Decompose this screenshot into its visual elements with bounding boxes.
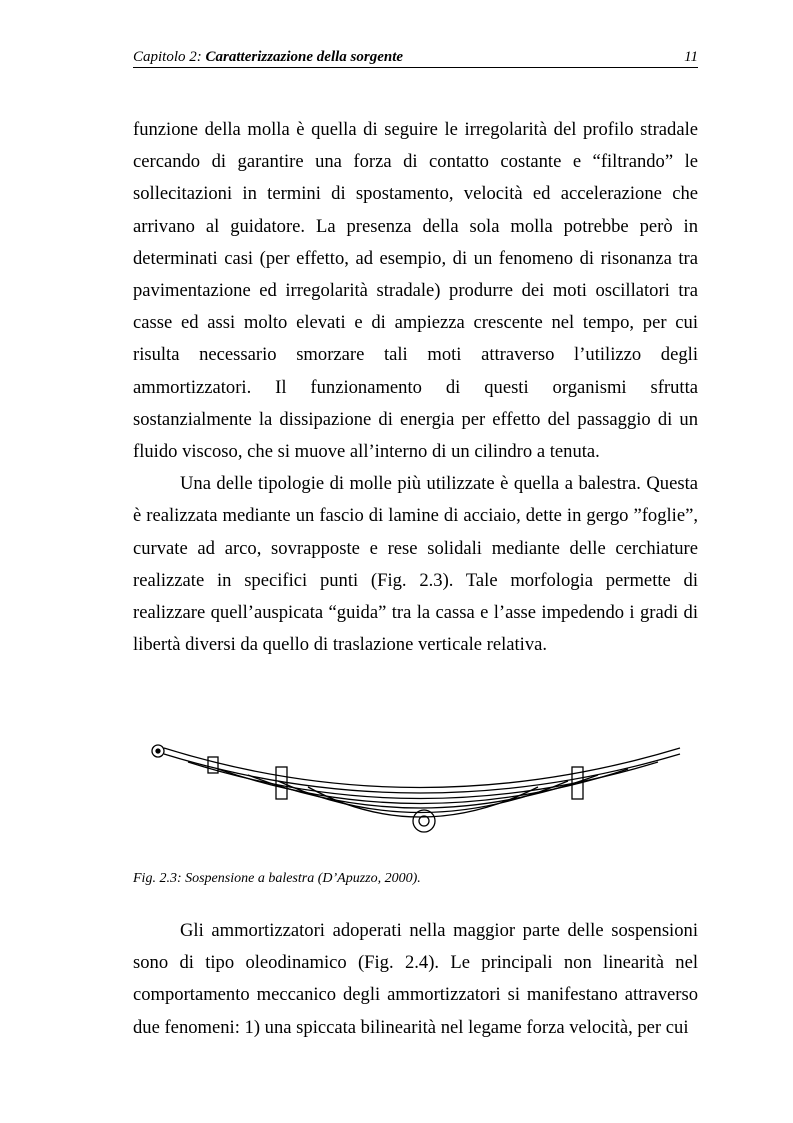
leaf-spring-figure	[148, 735, 688, 835]
body-text-top	[133, 114, 698, 661]
figure-caption: Fig. 2.3: Sospensione a balestra (D’Apuzzo, 2000).	[133, 871, 421, 886]
header-title: Caratterizzazione della sorgente	[205, 49, 404, 65]
page-number: 11	[684, 49, 698, 65]
spring-leaf	[164, 748, 680, 788]
paragraph: Una delle tipologie di molle più utilizzate è quella a balestra. Questa è realizzata mediante un fascio di lamine di acciaio, dette in gergo ”foglie”, curvate ad arco, sovrapposte e rese solidali mediante delle cerchiature realizzate in specifici punti (Fig. 2.3). Tale morfologia permette di realizzare quell’auspicata “guida” tra la cassa e l’asse impedendo i gradi di libertà diversi da quello di traslazione verticale relativa.	[133, 473, 698, 656]
running-header	[133, 49, 698, 68]
body-text-bottom	[133, 915, 698, 1044]
header-chapter: Capitolo 2: Caratterizzazione della sorgente	[133, 49, 404, 65]
paragraph: Gli ammortizzatori adoperati nella maggior parte delle sospensioni sono di tipo oleodinamico (Fig. 2.4). Le principali non linearità nel comportamento meccanico degli ammortizzatori si manifestano attraverso due fenomeni: 1) una spiccata bilinearità nel legame forza velocità, per cui	[133, 920, 698, 1038]
axle-mount	[413, 810, 435, 832]
paragraph: funzione della molla è quella di seguire le irregolarità del profilo stradale cercando di garantire una forza di contatto costante e “filtrando” le sollecitazioni in termini di spostamento, velocità ed accelerazione che arrivano al guidatore. La presenza della sola molla potrebbe però in determinati casi (per effetto, ad esempio, di un fenomeno di risonanza tra pavimentazione ed irregolarità stradale) produrre dei moti oscillatori tra casse ed assi molto elevati e di ampiezza crescente nel tempo, per cui risulta necessario smorzare tali moti attraverso l’utilizzo degli ammortizzatori. Il funzionamento di questi organismi sfrutta sostanzialmente la dissipazione di energia per effetto del passaggio di un fluido viscoso, che si muove all’interno di un cilindro a tenuta.	[133, 119, 698, 463]
